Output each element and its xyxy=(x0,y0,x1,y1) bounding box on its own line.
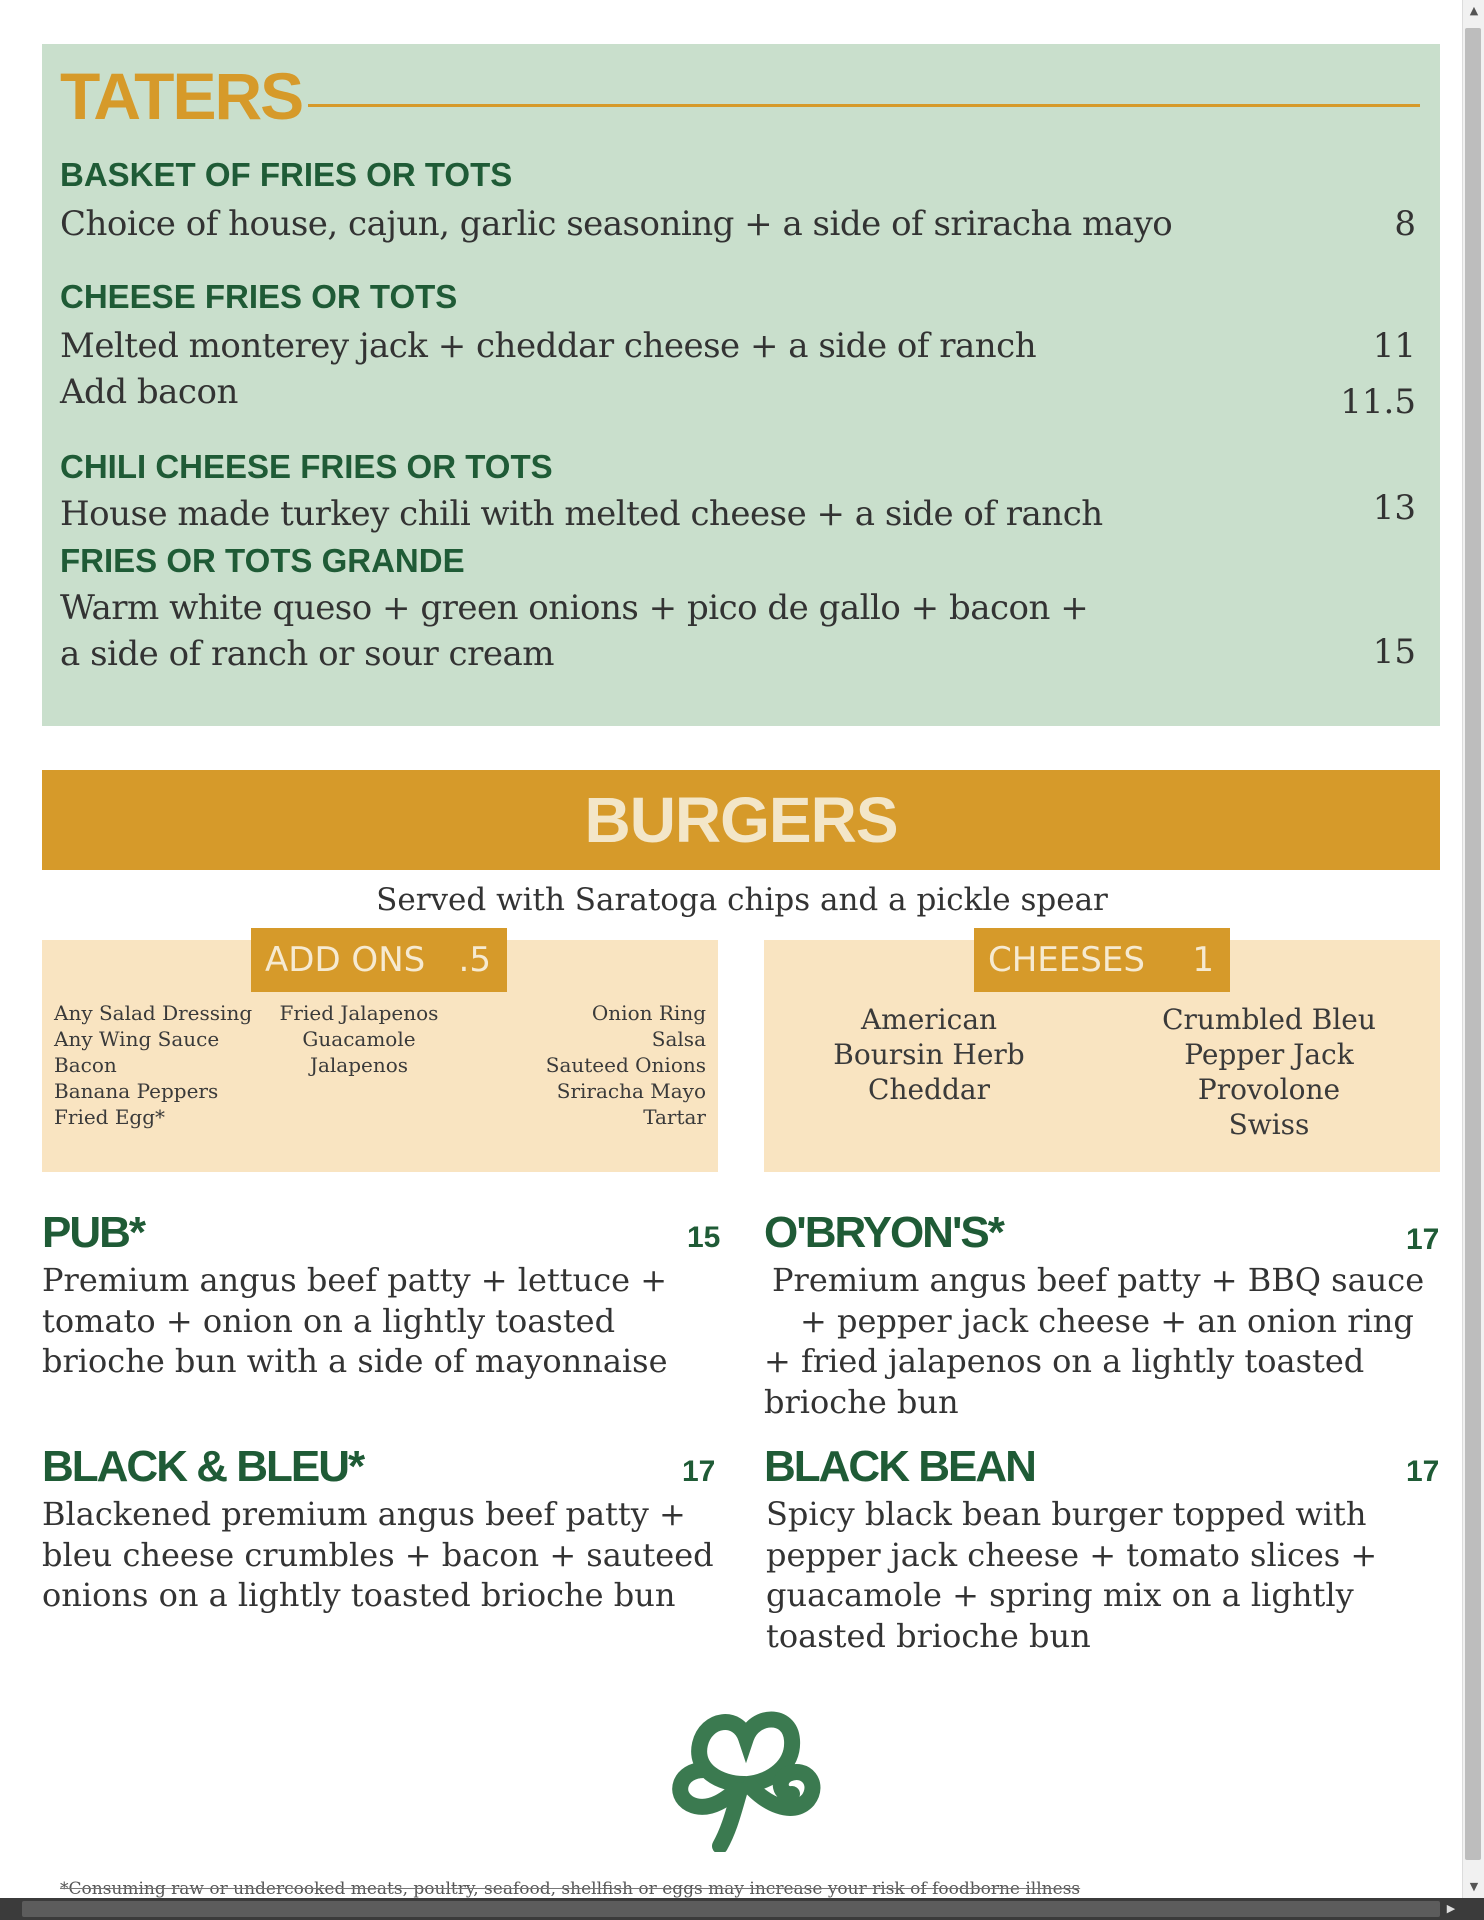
description-line: + pepper jack cheese + an onion ring xyxy=(800,1301,1414,1340)
taters-header xyxy=(60,54,1420,138)
burger-price-obryons: 17 xyxy=(1406,1223,1440,1256)
add-on-item: Guacamole xyxy=(302,1027,416,1051)
description-line: onions on a lightly toasted brioche bun xyxy=(42,1576,676,1614)
menu-item-name: CHILI CHEESE FRIES OR TOTS xyxy=(60,448,553,485)
cheese-item: Swiss xyxy=(1228,1108,1310,1141)
cheeses-column xyxy=(804,1002,1054,1107)
title-divider xyxy=(308,104,1420,107)
burger-name-obryons: O'BRYON'S* xyxy=(764,1208,1003,1257)
menu-item-name: BASKET OF FRIES OR TOTS xyxy=(60,156,513,193)
burgers-banner xyxy=(42,770,1440,870)
cheese-item: Boursin Herb xyxy=(833,1038,1025,1071)
menu-item-price: 15 xyxy=(1372,632,1416,672)
cheese-item: Pepper Jack xyxy=(1184,1038,1354,1071)
description-line: tomato + onion on a lightly toasted xyxy=(42,1301,616,1340)
add-on-item: Any Wing Sauce xyxy=(54,1027,220,1051)
add-on-item: Jalapenos xyxy=(309,1053,409,1077)
chevron-right-icon[interactable]: ▶ xyxy=(1446,1902,1456,1915)
burger-name-black-bean: BLACK BEAN xyxy=(764,1442,1035,1491)
shamrock-icon xyxy=(660,1692,830,1852)
cheeses-label: CHEESES xyxy=(988,940,1145,980)
description-line: Blackened premium angus beef patty + xyxy=(42,1495,686,1533)
menu-item-name: FRIES OR TOTS GRANDE xyxy=(60,542,465,579)
cheeses-column xyxy=(1134,1002,1404,1142)
description-line: Premium angus beef patty + BBQ sauce xyxy=(772,1261,1425,1299)
menu-item-price: 11 xyxy=(1372,326,1416,366)
menu-item-price: 13 xyxy=(1372,488,1416,528)
add-on-item: Banana Peppers xyxy=(54,1079,219,1103)
cheeses-price: 1 xyxy=(1192,940,1214,980)
description-line: toasted brioche bun xyxy=(766,1616,1091,1655)
add-ons-column xyxy=(546,1000,706,1130)
add-on-item: Tartar xyxy=(643,1105,706,1129)
description-line: + fried jalapenos on a lightly toasted xyxy=(764,1342,1365,1380)
burger-name-pub: PUB* xyxy=(42,1208,145,1257)
burger-description-black-bean xyxy=(766,1494,1377,1656)
cheese-item: Provolone xyxy=(1197,1073,1341,1106)
add-on-item: Fried Jalapenos xyxy=(279,1001,439,1025)
add-ons-price: .5 xyxy=(458,940,491,980)
add-on-item: Salsa xyxy=(651,1027,706,1051)
add-on-item: Any Salad Dressing xyxy=(54,1001,253,1025)
horizontal-scroll-thumb[interactable] xyxy=(22,1901,1440,1917)
menu-item-name: CHEESE FRIES OR TOTS xyxy=(60,278,458,315)
burger-price-pub: 15 xyxy=(687,1221,721,1254)
description-line: Premium angus beef patty + lettuce + xyxy=(42,1261,668,1299)
cheese-item: Cheddar xyxy=(868,1073,990,1106)
add-on-item: Bacon xyxy=(54,1053,117,1077)
vertical-scrollbar[interactable] xyxy=(1462,0,1484,1898)
menu-item-addon-price: 11.5 xyxy=(1340,382,1416,422)
menu-item-description: a side of ranch or sour cream xyxy=(60,634,554,674)
add-on-item: Onion Ring xyxy=(591,1001,706,1025)
cheeses-tab xyxy=(974,928,1230,992)
add-ons-column xyxy=(254,1000,464,1078)
add-on-item: Fried Egg* xyxy=(54,1105,166,1129)
add-on-item: Sauteed Onions xyxy=(545,1053,706,1077)
taters-section xyxy=(42,44,1440,726)
footnote: *Consuming raw or undercooked meats, poultry, seafood, shellfish or eggs may increase your risk of foodborne illness xyxy=(60,1880,1081,1898)
description-line: Spicy black bean burger topped with xyxy=(766,1495,1367,1533)
description-line: brioche bun with a side of mayonnaise xyxy=(42,1342,668,1380)
cheese-item: American xyxy=(860,1003,998,1036)
menu-item-addon: Add bacon xyxy=(60,372,238,412)
horizontal-scrollbar[interactable] xyxy=(0,1898,1484,1920)
taters-title: TATERS xyxy=(60,59,303,133)
chevron-up-icon[interactable]: ▲ xyxy=(1469,4,1479,17)
menu-item-price: 8 xyxy=(1394,204,1416,244)
vertical-scroll-thumb[interactable] xyxy=(1465,28,1481,1860)
menu-item-description: Warm white queso + green onions + pico de gallo + bacon + xyxy=(60,588,1089,628)
menu-item-description: Melted monterey jack + cheddar cheese + a side of ranch xyxy=(60,326,1037,366)
served-with-note: Served with Saratoga chips and a pickle spear xyxy=(376,882,1108,918)
cheese-item: Crumbled Bleu xyxy=(1162,1003,1376,1036)
add-on-item: Sriracha Mayo xyxy=(556,1079,706,1103)
burger-description-black-and-bleu xyxy=(42,1494,714,1616)
description-line: guacamole + spring mix on a lightly xyxy=(766,1576,1354,1614)
burgers-title: BURGERS xyxy=(584,784,898,856)
add-ons-tab xyxy=(251,928,507,992)
description-line: bleu cheese crumbles + bacon + sauteed xyxy=(42,1535,714,1574)
menu-item-description: House made turkey chili with melted cheese + a side of ranch xyxy=(60,494,1103,534)
burger-description-obryons xyxy=(764,1260,1424,1422)
add-ons-column xyxy=(54,1000,252,1130)
menu-item-description: Choice of house, cajun, garlic seasoning + a side of sriracha mayo xyxy=(60,204,1173,244)
burger-name-black-and-bleu: BLACK & BLEU* xyxy=(42,1442,364,1491)
burger-price-black-bean: 17 xyxy=(1406,1455,1440,1488)
add-ons-label: ADD ONS xyxy=(265,940,426,980)
description-line: pepper jack cheese + tomato slices + xyxy=(766,1535,1378,1574)
burger-price-black-and-bleu: 17 xyxy=(682,1455,716,1488)
description-line: brioche bun xyxy=(764,1382,959,1421)
burger-description-pub xyxy=(42,1260,668,1382)
chevron-down-icon[interactable]: ▼ xyxy=(1469,1880,1479,1893)
